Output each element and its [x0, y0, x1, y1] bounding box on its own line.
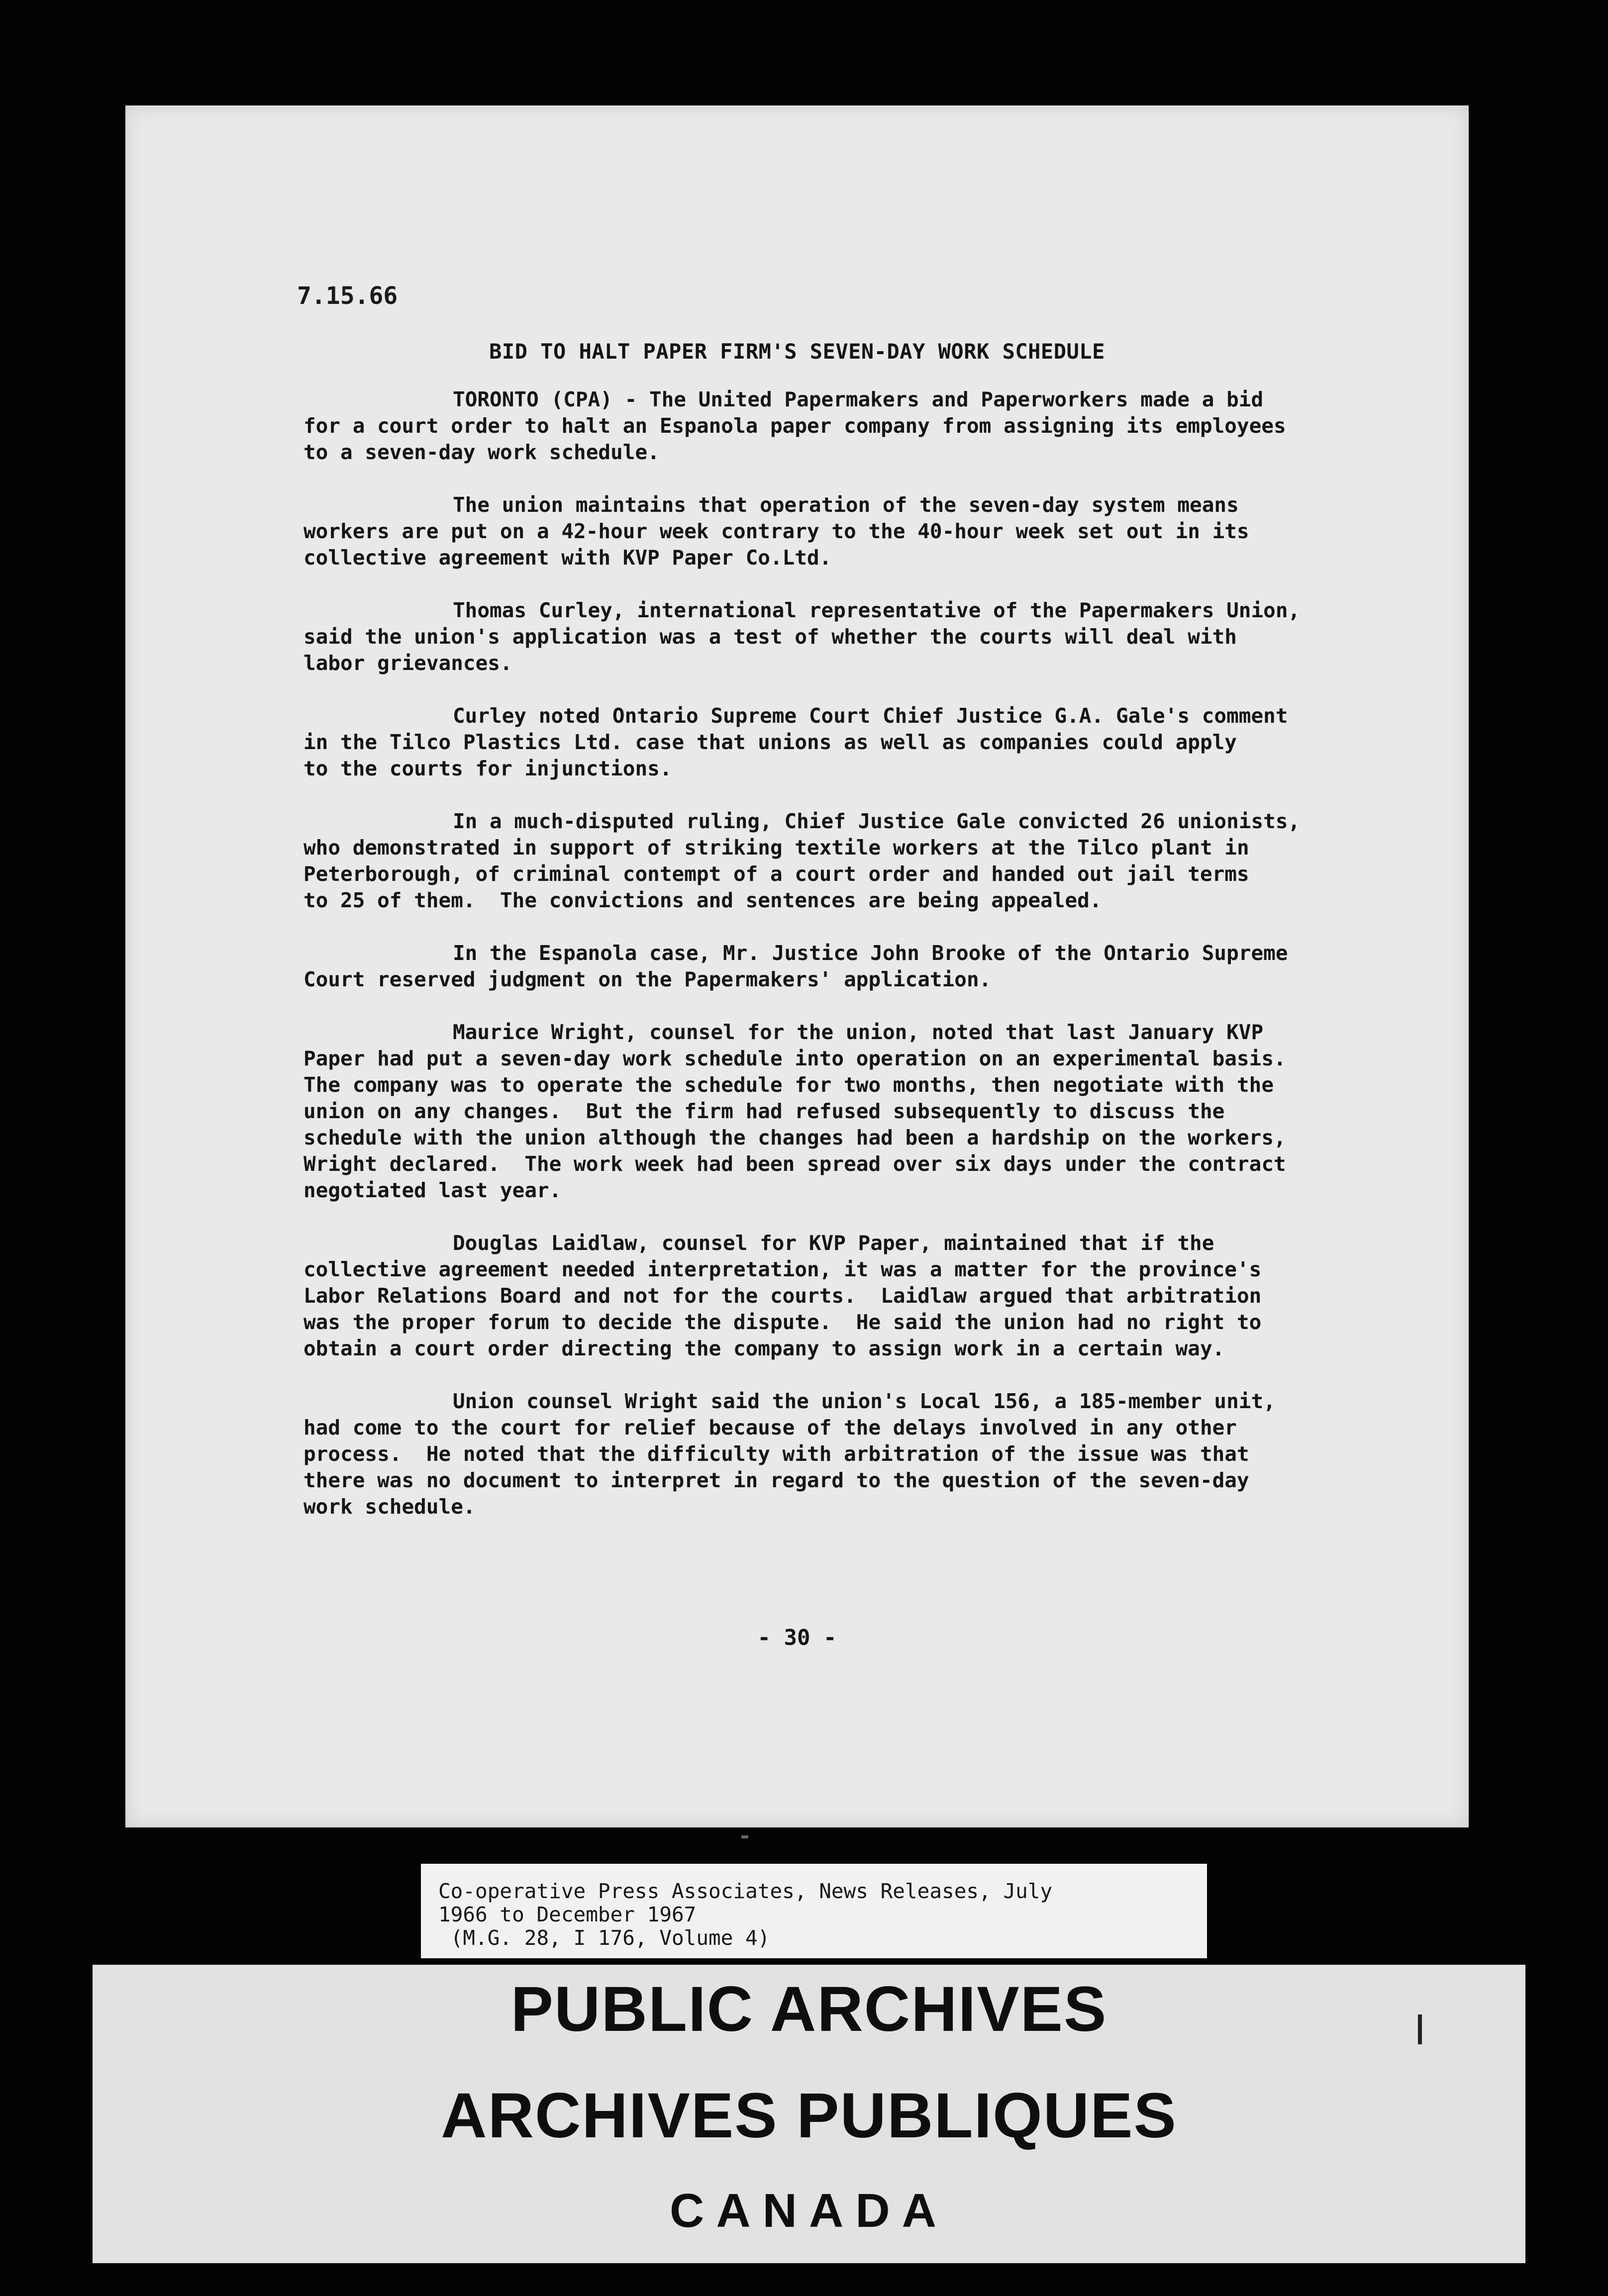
paragraph-7: Maurice Wright, counsel for the union, noted that last January KVP Paper had put a seven-day work schedule into operation on an experimental basis. The company was to operate the schedule for two months, then negotiate with the union on any changes. But the firm had refused subsequently to discuss the schedule with the union although the changes had been a hardship on the workers, Wright declared. The work week had been spread over six days under the contract negotiated last year.	[303, 1020, 1286, 1202]
paragraph-1: TORONTO (CPA) - The United Papermakers and Paperworkers made a bid for a court order to halt an Espanola paper company from assigning its employees to a seven-day work schedule.	[303, 387, 1286, 464]
paragraph-2: The union maintains that operation of the seven-day system means workers are put on a 42-hour week contrary to the 40-hour week set out in its collective agreement with KVP Paper Co.Ltd.	[303, 493, 1249, 570]
paragraph-8: Douglas Laidlaw, counsel for KVP Paper, maintained that if the collective agreement needed interpretation, it was a matter for the province's Labor Relations Board and not for the courts. Laidlaw argued that arbitration was the proper forum to decide the dispute. He said the union had no right to obtain a court order directing the company to assign work in a certain way.	[303, 1231, 1262, 1360]
paragraph-4: Curley noted Ontario Supreme Court Chief Justice G.A. Gale's comment in the Tilco Plastics Ltd. case that unions as well as companies could apply to the courts for injunctions.	[303, 704, 1288, 780]
paragraph-5: In a much-disputed ruling, Chief Justice Gale convicted 26 unionists, who demonstrated in support of striking textile workers at the Tilco plant in Peterborough, of criminal contempt of a court order and handed out jail terms to 25 of them. The convictions and sentences are being appealed.	[303, 809, 1301, 912]
archives-banner	[93, 1965, 1525, 2263]
citation-text: Co-operative Press Associates, News Releases, July 1966 to December 1967 (M.G. 28, I 176, Volume 4)	[438, 1879, 1053, 1950]
paragraph-6: In the Espanola case, Mr. Justice John Brooke of the Ontario Supreme Court reserved judgment on the Papermakers' application.	[303, 941, 1288, 991]
paragraph-3: Thomas Curley, international representative of the Papermakers Union, said the union's application was a test of whether the courts will deal with labor grievances.	[303, 598, 1301, 675]
document-date: 7.15.66	[297, 282, 398, 310]
page-number: - 30 -	[757, 1625, 837, 1650]
film-scratch	[741, 1835, 748, 1838]
archives-country: CANADA	[670, 2184, 948, 2237]
film-scratch	[1418, 2014, 1422, 2044]
citation-card	[421, 1864, 1207, 1958]
document-page	[125, 105, 1469, 1827]
archives-title-english: PUBLIC ARCHIVES	[510, 1974, 1107, 2045]
document-headline: BID TO HALT PAPER FIRM'S SEVEN-DAY WORK SCHEDULE	[489, 339, 1105, 364]
document-body	[303, 386, 1403, 1546]
paragraph-9: Union counsel Wright said the union's Local 156, a 185-member unit, had come to the court for relief because of the delays involved in any other process. He noted that the difficulty with arbitration of the issue was that there was no document to interpret in regard to the question of the seven-day work schedule.	[303, 1389, 1276, 1519]
archives-title-french: ARCHIVES PUBLIQUES	[441, 2080, 1177, 2151]
